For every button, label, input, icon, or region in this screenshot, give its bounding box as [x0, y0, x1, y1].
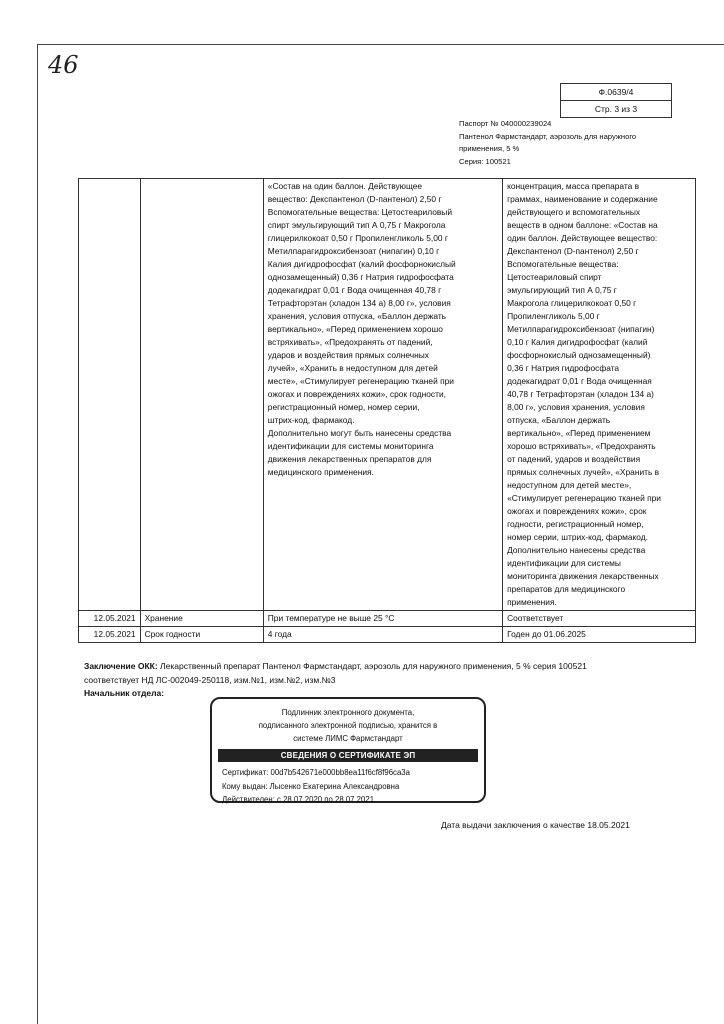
- certificate-header: СВЕДЕНИЯ О СЕРТИФИКАТЕ ЭП: [218, 749, 478, 762]
- table-row: [79, 627, 696, 643]
- conclusion-compliance: соответствует НД ЛС-002049-250118, изм.№1, изм.№2, изм.№3: [84, 675, 336, 685]
- cell-date: 12.05.2021: [79, 611, 141, 627]
- handwritten-page-mark: 46: [48, 51, 79, 79]
- form-code-box: [560, 83, 672, 118]
- series: Серия: 100521: [459, 156, 511, 166]
- cell-date: [79, 179, 141, 611]
- conclusion-label: Заключение ОКК:: [84, 661, 158, 671]
- table-row: [79, 611, 696, 627]
- cell-parameter: Хранение: [140, 611, 263, 627]
- product-name-line2: применения, 5 %: [459, 144, 520, 153]
- page-left-border: [37, 44, 38, 1024]
- cell-parameter: [140, 179, 263, 611]
- page-top-border: [37, 44, 724, 45]
- issue-date: Дата выдачи заключения о качестве 18.05.2021: [441, 820, 630, 830]
- conclusion-text: Лекарственный препарат Пантенол Фармстандарт, аэрозоль для наружного применения, 5 % серия 100521: [157, 661, 587, 671]
- cell-requirement: «Состав на один баллон. Действующее вещество: Декспантенол (D-пантенол) 2,50 г Вспомогательные вещества: Цетостеариловый спирт эмульгирующий тип А 0,75 г Макрогола глицерилкокоат 0,50 г Пропиленгликоль 5,00 г Метилпарагидроксибензоат (нипагин) 0,10 г Калия дигидрофосфат (калий фосфорнокислый однозамещенный) 0,36 г Натрия гидрофосфата додекагидрат 0,01 г Вода очищенная 40,78 г Тетрафторэтан (хладон 134 а) 8,00 г», условия хранения, условия отпуска, «Баллон держать вертикально», «Перед применением хорошо встряхивать», «Предохранять от падений, ударов и воздействия прямых солнечных лучей», «Хранить в недоступном для детей месте», «Стимулирует регенерацию тканей при ожогах и повреждениях кожи», срок годности, регистрационный номер, номер серии, штрих-код, фармакод. Дополнительно могут быть нанесены средства идентификации для системы мониторинга движения лекарственных препаратов для медицинского применения.: [263, 179, 502, 611]
- certificate-validity: Действителен: с 28.07.2020 по 28.07.2021: [222, 795, 375, 804]
- conclusion-block: [84, 659, 704, 687]
- form-code: Ф.0639/4: [598, 87, 634, 97]
- quality-table: [78, 178, 696, 643]
- table-row: [79, 179, 696, 611]
- cell-requirement: 4 года: [263, 627, 502, 643]
- certificate-id: Сертификат: 00d7b542671e000bb8ea11f6cf8f96ca3a: [222, 768, 410, 777]
- passport-number: Паспорт № 040000239024: [459, 119, 552, 128]
- department-head-label: Начальник отдела:: [84, 688, 165, 698]
- passport-info: [459, 118, 636, 168]
- signature-note-line3: системе ЛИМС Фармстандарт: [293, 734, 403, 743]
- page-number: Стр. 3 из 3: [561, 100, 671, 117]
- certificate-owner: Кому выдан: Лысенко Екатерина Александровна: [222, 781, 400, 791]
- cell-parameter: Срок годности: [140, 627, 263, 643]
- electronic-signature-stamp: [210, 697, 486, 803]
- cell-date: 12.05.2021: [79, 627, 141, 643]
- signature-note-line1: Подлинник электронного документа,: [281, 708, 415, 717]
- cell-result: Соответствует: [503, 611, 696, 627]
- cell-result: Годен до 01.06.2025: [503, 627, 696, 643]
- product-name-line1: Пантенол Фармстандарт, аэрозоль для наружного: [459, 131, 637, 141]
- cell-requirement: При температуре не выше 25 °С: [263, 611, 502, 627]
- signature-note-line2: подписанного электронной подписью, хранится в: [258, 721, 438, 730]
- cell-result: концентрация, масса препарата в граммах, наименование и содержание действующего и вспомогательных веществ в одном баллоне: «Состав на один баллон. Действующее вещество: Декспантенол (D-пантенол) 2,50 г Вспомогательные вещества: Цетостеариловый спирт эмульгирующий тип А 0,75 г Макрогола глицерилкокоат 0,50 г Пропиленгликоль 5,00 г Метилпарагидроксибензоат (нипагин) 0,10 г Калия дигидрофосфат (калий фосфорнокислый однозамещенный) 0,36 г Натрия гидрофосфата додекагидрат 0,01 г Вода очищенная 40,78 г Тетрафторэтан (хладон 134 а) 8,00 г», условия хранения, условия отпуска, «Баллон держать вертикально», «Перед применением хорошо встряхивать», «Предохранять от падений, ударов и воздействия прямых солнечных лучей», «Хранить в недоступном для детей месте», «Стимулирует регенерацию тканей при ожогах и повреждениях кожи», срок годности, регистрационный номер, номер серии, штрих-код, фармакод. Дополнительно нанесены средства идентификации для системы мониторинга движения лекарственных препаратов для медицинского применения.: [503, 179, 696, 611]
